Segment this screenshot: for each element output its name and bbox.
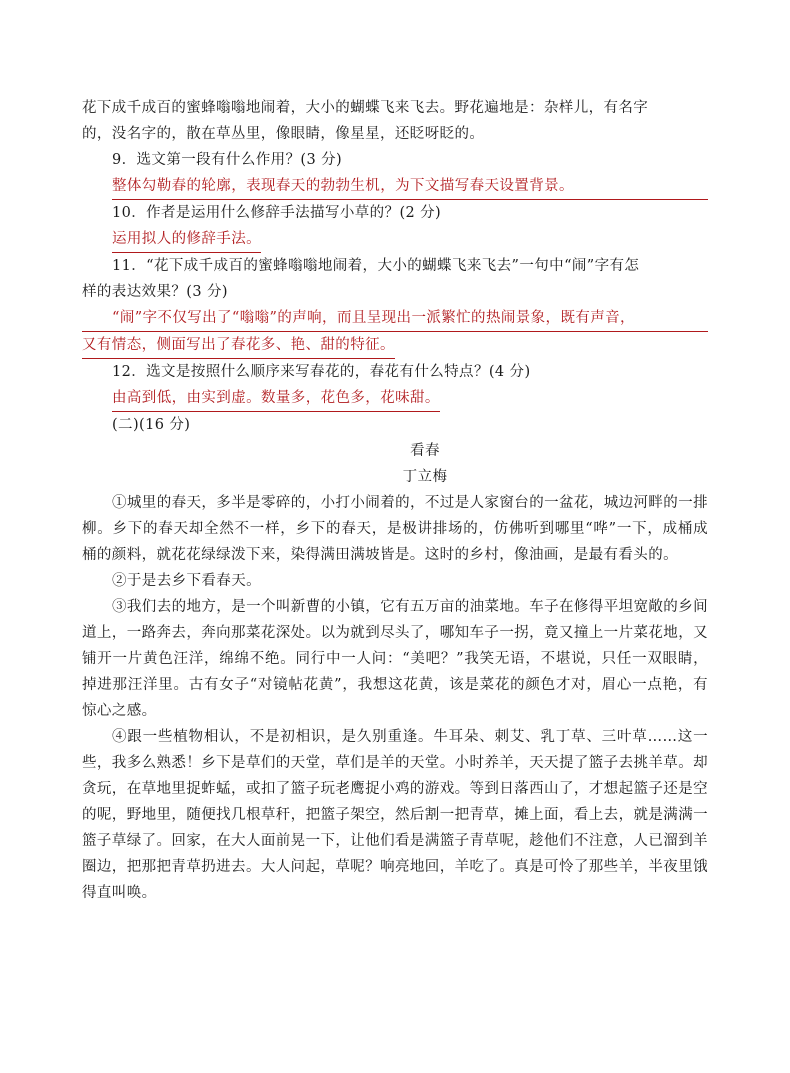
question-text: 10．作者是运用什么修辞手法描写小草的？(2 分)	[112, 205, 442, 221]
article-author: 丁立梅	[402, 469, 448, 485]
question-text: 11．“花下成千成百的蜜蜂嗡嗡地闹着，大小的蝴蝶飞来飞去”一句中“闹”字有怎	[112, 258, 640, 274]
question-text: 9．选文第一段有什么作用？(3 分)	[112, 152, 343, 168]
answer-text	[82, 305, 708, 359]
question-10	[82, 200, 708, 253]
intro-line: 的，没名字的，散在草丛里，像眼睛，像星星，还眨呀眨的。	[82, 126, 485, 142]
question-text-cont: 样的表达效果？(3 分)	[82, 284, 228, 300]
article-body	[82, 490, 708, 906]
paragraph: ①城里的春天，多半是零碎的，小打小闹着的，不过是人家窗台的一盆花，城边河畔的一排柳。乡下的春天却全然不一样，乡下的春天，是极讲排场的，仿佛听到哪里“哗”一下，成桶成桶的颜料，就花花绿绿泼下来，染得满田满坡皆是。这时的乡村，像油画，是最有看头的。	[82, 495, 708, 563]
answer-line: 整体勾勒春的轮廓，表现春天的勃勃生机，为下文描写春天设置背景。	[112, 173, 708, 200]
section-label: (二)(16 分)	[112, 417, 191, 433]
question-12	[82, 359, 708, 412]
intro-text	[82, 95, 708, 147]
intro-line: 花下成千成百的蜜蜂嗡嗡地闹着，大小的蝴蝶飞来飞去。野花遍地是：杂样儿，有名字	[82, 100, 649, 116]
answer-line: 运用拟人的修辞手法。	[112, 226, 261, 253]
question-11	[82, 253, 708, 359]
answer-line: “闹”字不仅写出了“嗡嗡”的声响，而且呈现出一派繁忙的热闹景象，既有声音，	[82, 305, 708, 332]
question-9	[82, 147, 708, 200]
answer-text	[112, 173, 708, 200]
answer-line: 又有情态，侧面写出了春花多、艳、甜的特征。	[82, 332, 395, 359]
paragraph: ③我们去的地方，是一个叫新曹的小镇，它有五万亩的油菜地。车子在修得平坦宽敞的乡间道上，一路奔去，奔向那菜花深处。以为就到尽头了，哪知车子一拐，竟又撞上一片菜花地，又铺开一片黄色汪洋，绵绵不绝。同行中一人问：“美吧？”我笑无语，不堪说，只任一双眼睛，掉进那汪洋里。古有女子“对镜帖花黄”，我想这花黄，该是菜花的颜色才对，眉心一点艳，有惊心之感。	[82, 599, 708, 719]
paragraph: ④跟一些植物相认，不是初相识，是久别重逢。牛耳朵、刺艾、乳丁草、三叶草……这一些，我多么熟悉！乡下是草们的天堂，草们是羊的天堂。小时养羊，天天提了篮子去挑羊草。却贪玩，在草地里捉蚱蜢，或扣了篮子玩老鹰捉小鸡的游戏。等到日落西山了，才想起篮子还是空的呢，野地里，随便找几根草秆，把篮子架空，然后割一把青草，摊上面，看上去，就是满满一篮子草绿了。回家，在大人面前晃一下，让他们看是满篮子青草呢，趁他们不注意，人已溜到羊圈边，把那把青草扔进去。大人问起，草呢？响亮地回，羊吃了。真是可怜了那些羊，半夜里饿得直叫唤。	[82, 729, 708, 901]
question-text: 12．选文是按照什么顺序来写春花的，春花有什么特点？(4 分)	[112, 364, 531, 380]
paragraph: ②于是去乡下看春天。	[112, 573, 261, 589]
article-title: 看春	[410, 443, 440, 459]
answer-line: 由高到低，由实到虚。数量多，花色多，花味甜。	[112, 385, 440, 412]
answer-text	[112, 226, 708, 253]
answer-text	[112, 385, 708, 412]
